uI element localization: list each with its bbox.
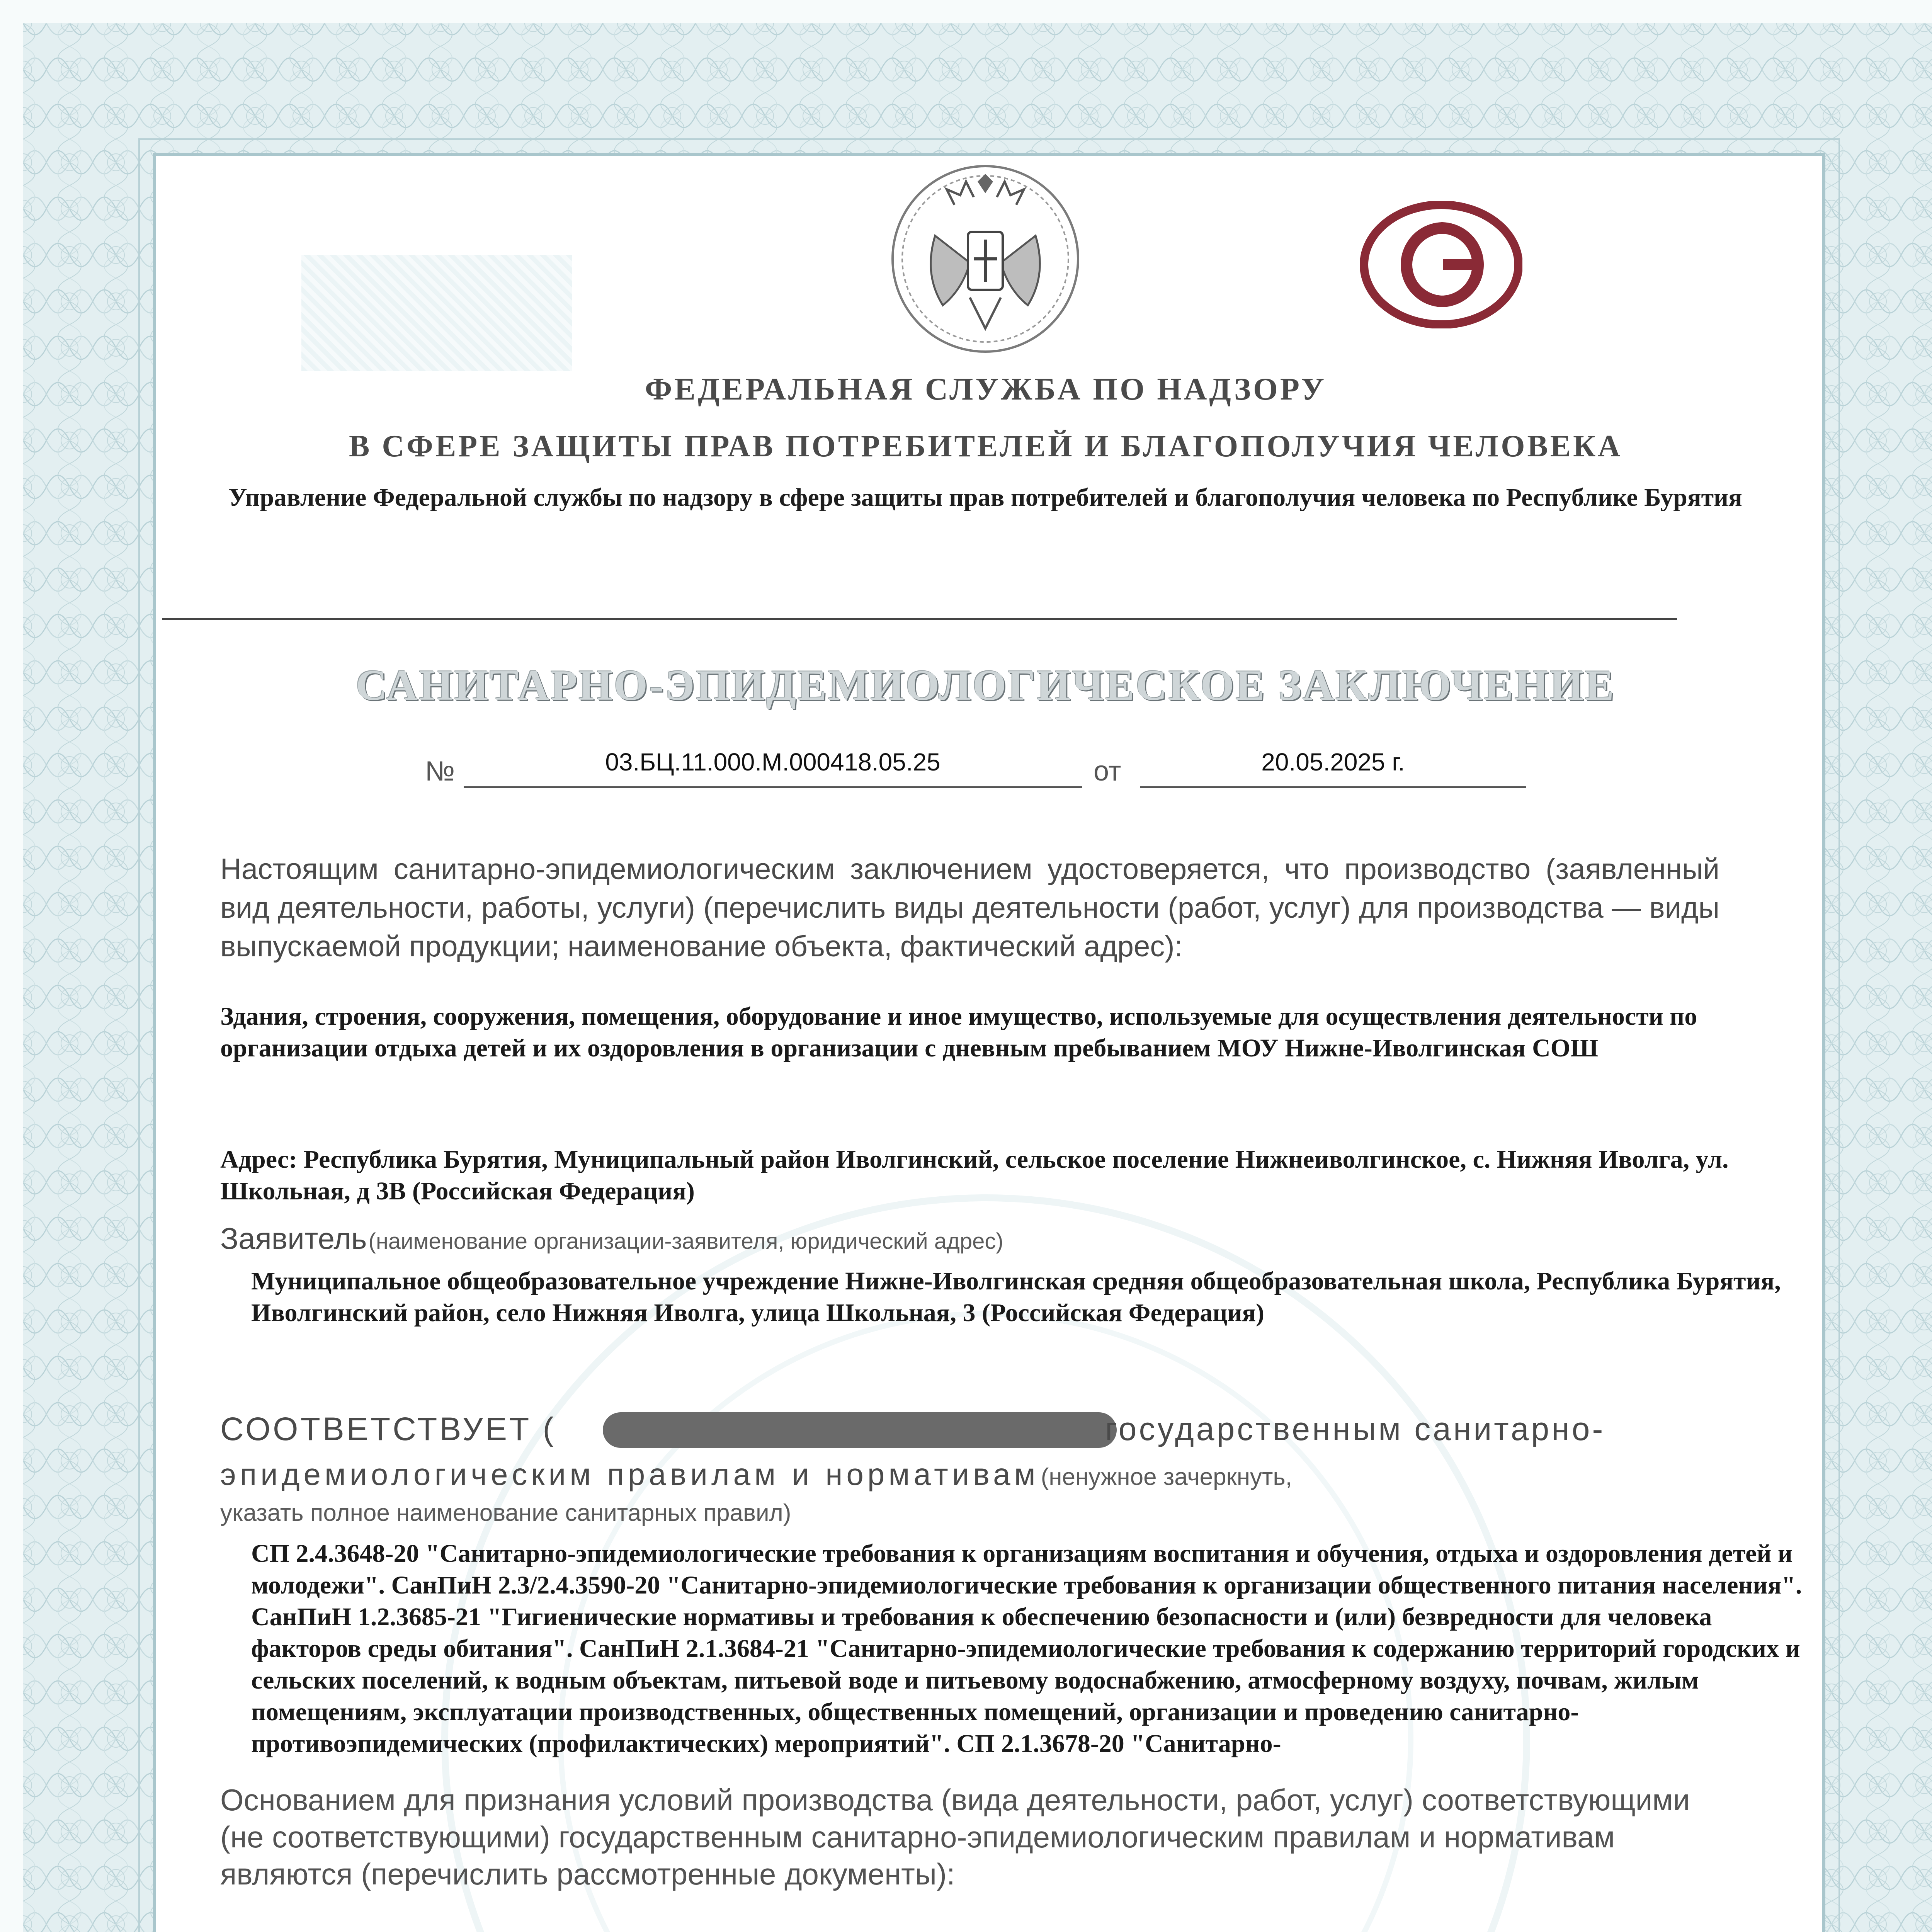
applicant-label: Заявитель <box>220 1221 367 1255</box>
date-label: от <box>1094 756 1121 787</box>
compliance-line2: эпидемиологическим правилам и нормативам <box>220 1457 1039 1492</box>
document-title: САНИТАРНО-ЭПИДЕМИОЛОГИЧЕСКОЕ ЗАКЛЮЧЕНИЕ <box>355 662 1616 709</box>
sanitary-epidemiological-logo-icon <box>1360 201 1522 328</box>
document-date: 20.05.2025 г. <box>1261 748 1405 776</box>
applicant-value: Муниципальное общеобразовательное учреждение Нижне-Иволгинская средняя общеобразовательная школа, Республика Бурятия, Иволгинский район, село Нижняя Иволга, улица Школьная, 3 (Российская Федерация) <box>251 1267 1781 1327</box>
object-description: Здания, строения, сооружения, помещения, оборудование и иное имущество, используемые для осуществления деятельности по организации отдыха детей и их оздоровления в организации с дневным пребыванием МОУ Нижне-Иволгинская СОШ <box>220 1002 1697 1062</box>
double-headed-eagle-emblem-icon <box>877 147 1094 363</box>
compliance-line3: указать полное наименование санитарных правил) <box>220 1500 791 1526</box>
compliance-line2-row <box>220 1457 1804 1492</box>
compliance-open-paren: ( <box>543 1411 556 1447</box>
compliance-line1-rest: государственным санитарно- <box>1105 1411 1605 1447</box>
object-address: Адрес: Республика Бурятия, Муниципальный район Иволгинский, сельское поселение Нижнеиволгинское, с. Нижняя Иволга, ул. Школьная, д 3В (Российская Федерация) <box>220 1145 1729 1205</box>
compliance-word-row <box>220 1410 556 1448</box>
faded-stamp <box>301 255 572 371</box>
agency-name-line2: В СФЕРЕ ЗАЩИТЫ ПРАВ ПОТРЕБИТЕЛЕЙ И БЛАГОПОЛУЧИЯ ЧЕЛОВЕКА <box>349 429 1622 463</box>
compliance-line2-hint: (ненужное зачеркнуть, <box>1041 1464 1292 1490</box>
number-label: № <box>425 756 455 787</box>
sanitary-rules-list: СП 2.4.3648-20 "Санитарно-эпидемиологические требования к организациям воспитания и обучения, отдыха и оздоровления детей и молодежи". СанПиН 2.3/2.4.3590-20 "Санитарно-эпидемиологические требования к организации общественного питания населения". СанПиН 1.2.3685-21 "Гигиенические нормативы и требования к обеспечению безопасности и (или) безвредности для человека факторов среды обитания". СанПиН 2.1.3684-21 "Санитарно-эпидемиологические требования к содержанию территорий городских и сельских поселений, к водным объектам, питьевой воде и питьевому водоснабжению, атмосферному воздуху, почвам, жилым помещениям, эксплуатации производственных, общественных помещений, организации и проведению санитарно-противоэпидемических (профилактических) мероприятий". СП 2.1.3678-20 "Санитарно- <box>251 1539 1802 1758</box>
basis-printed: Основанием для признания условий производства (вида деятельности, работ, услуг) соответствующими (не соответствующими) государственным санитарно-эпидемиологическим правилам и нормативам являются (перечислить рассмотренные документы): <box>220 1783 1690 1891</box>
agency-name-line1: ФЕДЕРАЛЬНАЯ СЛУЖБА ПО НАДЗОРУ <box>645 371 1327 406</box>
document-number: 03.БЦ.11.000.М.000418.05.25 <box>605 748 940 776</box>
header-rule <box>162 618 1677 620</box>
applicant-label-row <box>220 1221 1766 1256</box>
redaction-bar <box>603 1412 1117 1448</box>
document-number-row <box>425 740 1565 794</box>
applicant-hint: (наименование организации-заявителя, юридический адрес) <box>368 1229 1003 1254</box>
compliance-verdict: СООТВЕТСТВУЕТ <box>220 1411 532 1447</box>
department-name: Управление Федеральной службы по надзору в сфере защиты прав потребителей и благополучия человека по Республике Бурятия <box>228 483 1742 512</box>
certifies-intro: Настоящим санитарно-эпидемиологическим заключением удостоверяется, что производство (заявленный вид деятельности, работы, услуги) (перечислить виды деятельности (работ, услуг) для производства — виды выпускаемой продукции; наименование объекта, фактический адрес): <box>220 853 1719 963</box>
